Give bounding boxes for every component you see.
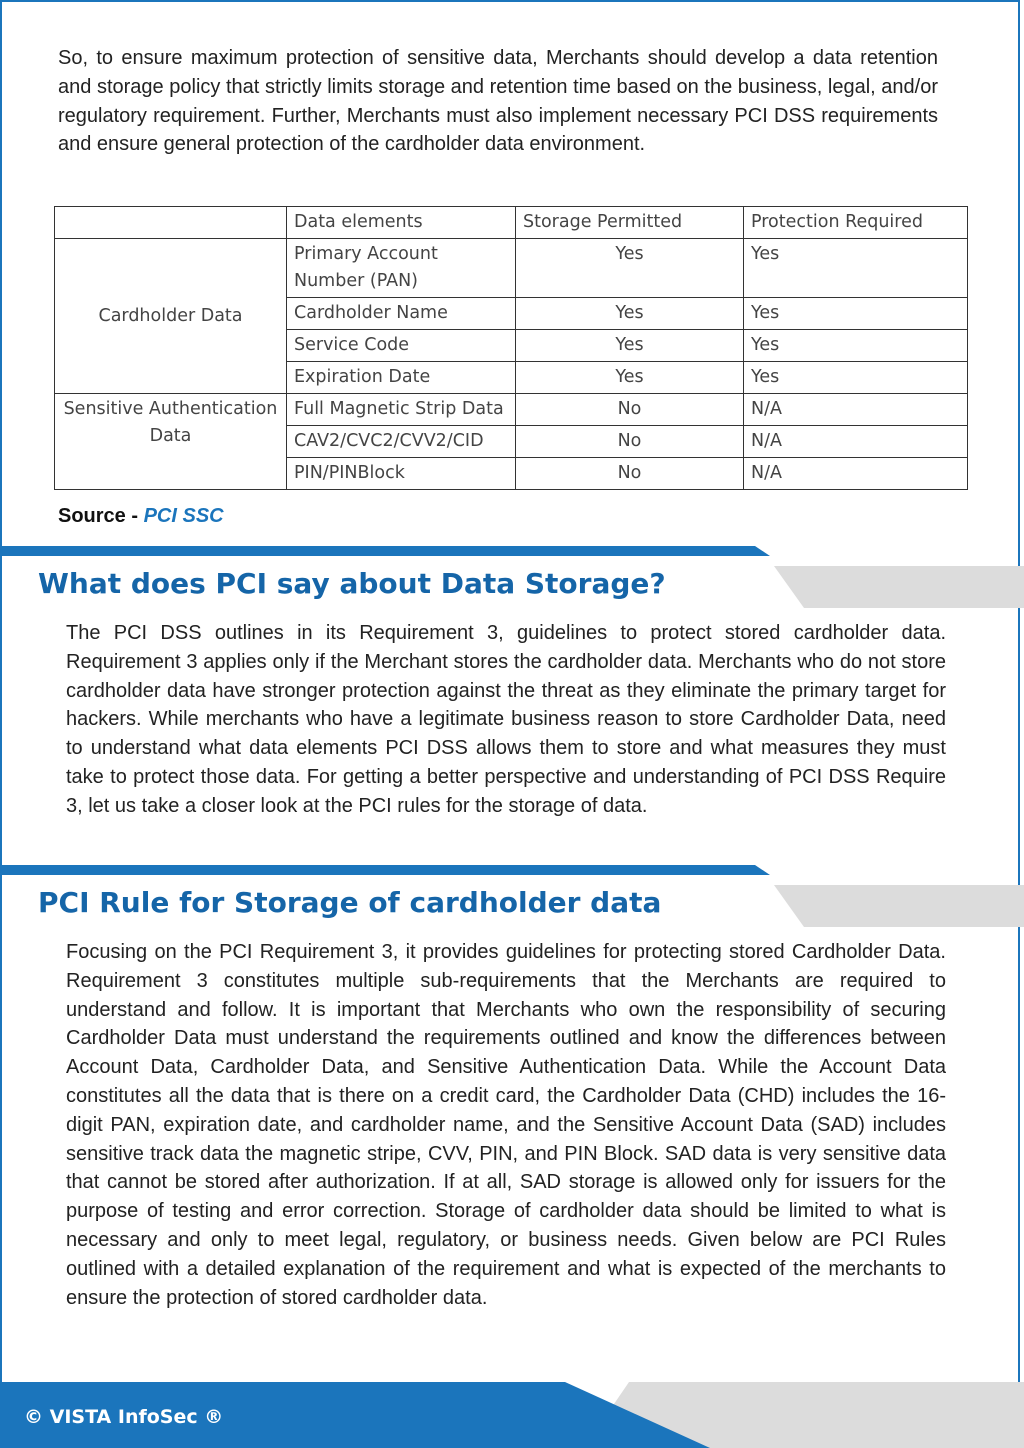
section-heading-data-storage: What does PCI say about Data Storage? (38, 567, 666, 600)
pci-data-table (54, 206, 968, 490)
table-row (55, 394, 968, 426)
group-sensitive-auth-data: Sensitive Authentication Data (55, 394, 287, 490)
data-element: Expiration Date (287, 362, 516, 394)
section-divider-blue (0, 546, 770, 556)
storage-permitted: Yes (516, 239, 744, 298)
data-element: Service Code (287, 330, 516, 362)
storage-permitted: No (516, 426, 744, 458)
protection-required: Yes (744, 362, 968, 394)
source-line (58, 505, 224, 528)
protection-required: N/A (744, 426, 968, 458)
storage-permitted: Yes (516, 298, 744, 330)
storage-permitted: No (516, 458, 744, 490)
storage-permitted: Yes (516, 330, 744, 362)
storage-permitted: No (516, 394, 744, 426)
section-body-storage-rule: Focusing on the PCI Requirement 3, it provides guidelines for protecting stored Cardholder Data. Requirement 3 constitutes multiple sub-requirements that the Merchants are required to understand and follow. It is important that Merchants who own the responsibility of securing Cardholder Data must understand the requirements outlined and know the differences between Account Data, Cardholder Data, and Sensitive Authentication Data. While the Account Data constitutes all the data that is there on a credit card, the Cardholder Data (CHD) includes the 16-digit PAN, expiration date, and cardholder name, and the Sensitive Account Data (SAD) includes sensitive track data the magnetic stripe, CVV, PIN, and PIN Block. SAD data is very sensitive data that cannot be stored after authorization. If at all, SAD storage is allowed only for issuers for the purpose of testing and error correction. Storage of cardholder data should be limited to what is necessary and only to meet legal, regulatory, or business needs. Given below are PCI Rules outlined with a detailed explanation of the requirement and what is expected of the merchants to ensure the protection of stored cardholder data. (66, 941, 946, 1309)
table-row (55, 239, 968, 298)
storage-permitted: Yes (516, 362, 744, 394)
data-element: Cardholder Name (287, 298, 516, 330)
section-divider-blue (0, 865, 770, 875)
protection-required: Yes (744, 330, 968, 362)
data-element: PIN/PINBlock (287, 458, 516, 490)
table-header: Storage Permitted (516, 207, 744, 239)
protection-required: N/A (744, 394, 968, 426)
source-label: Source - (58, 505, 139, 527)
protection-required: Yes (744, 239, 968, 298)
data-element: Full Magnetic Strip Data (287, 394, 516, 426)
table-header-row (55, 207, 968, 239)
table-header-blank (55, 207, 287, 239)
protection-required: Yes (744, 298, 968, 330)
group-cardholder-data: Cardholder Data (55, 239, 287, 394)
section-heading-storage-rule: PCI Rule for Storage of cardholder data (38, 886, 662, 919)
table-header: Data elements (287, 207, 516, 239)
section-divider-grey (774, 566, 1024, 608)
table-header: Protection Required (744, 207, 968, 239)
section-divider-grey (774, 885, 1024, 927)
data-element: Primary Account Number (PAN) (287, 239, 516, 298)
intro-paragraph: So, to ensure maximum protection of sensitive data, Merchants should develop a data retention and storage policy that strictly limits storage and retention time based on the business, legal, and/or regulatory requirement. Further, Merchants must also implement necessary PCI DSS requirements and ensure general protection of the cardholder data environment. (58, 47, 938, 156)
footer-copyright: © VISTA InfoSec ® (24, 1406, 224, 1428)
data-element: CAV2/CVC2/CVV2/CID (287, 426, 516, 458)
source-link[interactable]: PCI SSC (143, 505, 224, 527)
protection-required: N/A (744, 458, 968, 490)
section-body-data-storage: The PCI DSS outlines in its Requirement 3, guidelines to protect stored cardholder data. Requirement 3 applies only if the Merchant stores the cardholder data. Merchants who do not store cardholder data have stronger protection against the threat as they eliminate the primary target for hackers. While merchants who have a legitimate business reason to store Cardholder Data, need to understand what data elements PCI DSS allows them to store and what measures they must take to protect those data. For getting a better perspective and understanding of PCI DSS Require 3, let us take a closer look at the PCI rules for the storage of data. (66, 622, 946, 817)
